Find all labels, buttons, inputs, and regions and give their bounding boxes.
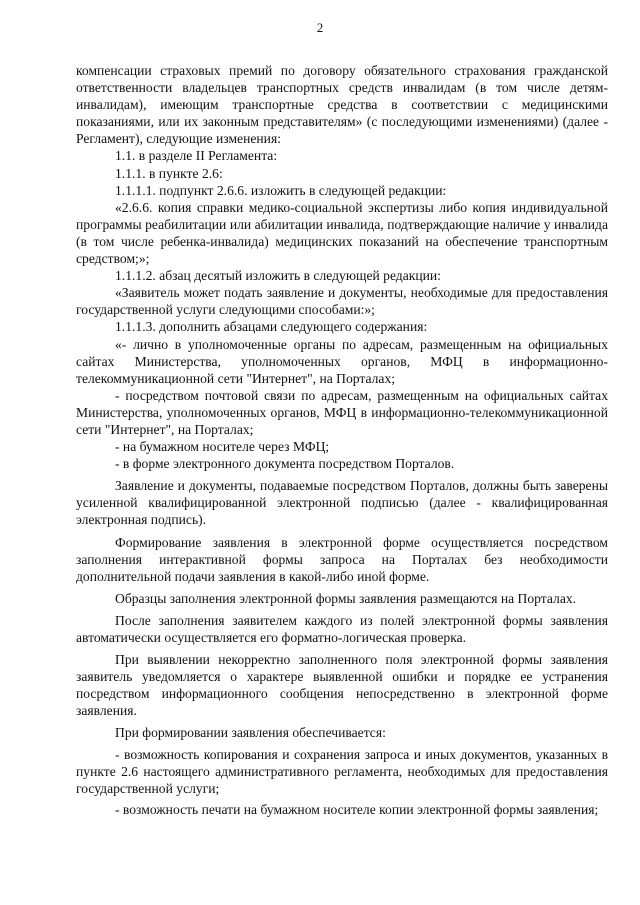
paragraph-interactive-form: Формирование заявления в электронной форме осуществляется посредством заполнения интерактивной формы запроса на Порталах без необходимости дополнительной подачи заявления в какой-либо иной форме. (76, 534, 608, 584)
paragraph-add-abzacs: 1.1.1.3. дополнить абзацами следующего содержания: (115, 319, 428, 335)
paragraph-in-person: «- лично в уполномоченные органы по адресам, размещенным на официальных сайтах Министерства, уполномоченных органов, МФЦ в информационно-телекоммуникационной сети "Интернет", на Порталах; (76, 336, 608, 386)
paragraph-copy-save: - возможность копирования и сохранения запроса и иных документов, указанных в пункте 2.6 настоящего административного регламента, необходимых для предоставления государственной услуги; (76, 746, 608, 796)
paragraph-provided: При формировании заявления обеспечивается: (115, 725, 386, 741)
paragraph-section-ii: 1.1. в разделе II Регламента: (115, 148, 278, 164)
paragraph-error-notice: При выявлении некорректно заполненного поля электронной формы заявления заявитель уведомляется о характере выявленной ошибки и порядке ее устранения посредством информационного сообщения непосредственно в электронной форме заявления. (76, 652, 608, 719)
paragraph-electronic: - в форме электронного документа посредством Порталов. (115, 456, 455, 472)
paragraph-print: - возможность печати на бумажном носителе копии электронной формы заявления; (115, 801, 599, 817)
paragraph-quote-2-6-6: «2.6.6. копия справки медико-социальной экспертизы либо копия индивидуальной программы реабилитации или абилитации инвалида, подтверждающие наличие у инвалида (в том числе ребенка-инвалида) медицинских показаний на обеспечение транспортным средством;»; (76, 199, 608, 267)
paragraph-samples: Образцы заполнения электронной формы заявления размещаются на Порталах. (115, 590, 577, 606)
paragraph-quote-ways: «Заявитель может подать заявление и документы, необходимые для предоставления государственной услуги следующими способами:»; (76, 285, 608, 318)
paragraph-continuation: компенсации страховых премий по договору обязательного страхования гражданской ответственности владельцев транспортных средств инвалидам (в том числе детям-инвалидам), имеющим транспортные средства в соответствии с медицинскими показаниями, или их законным представителям» (с последующими изменениями) (далее - Регламент), следующие изменения: (76, 63, 608, 147)
paragraph-signature: Заявление и документы, подаваемые посредством Порталов, должны быть заверены усиленной квалифицированной электронной подписью (далее - квалифицированная электронная подпись). (76, 478, 608, 528)
paragraph-format-check: После заполнения заявителем каждого из полей электронной формы заявления автоматически осуществляется его форматно-логическая проверка. (76, 612, 608, 645)
paragraph-subitem-2-6-6: 1.1.1.1. подпункт 2.6.6. изложить в следующей редакции: (115, 182, 447, 198)
paragraph-by-post: - посредством почтовой связи по адресам, размещенным на официальных сайтах Министерства, уполномоченных органов, МФЦ в информационно-телекоммуникационной сети "Интернет", на Порталах; (76, 387, 608, 437)
paragraph-tenth-abzac: 1.1.1.2. абзац десятый изложить в следующей редакции: (115, 268, 441, 284)
paragraph-paper-mfc: - на бумажном носителе через МФЦ; (115, 439, 330, 455)
page-number: 2 (316, 20, 324, 35)
paragraph-item-2-6: 1.1.1. в пункте 2.6: (115, 165, 223, 181)
document-body (76, 62, 608, 818)
